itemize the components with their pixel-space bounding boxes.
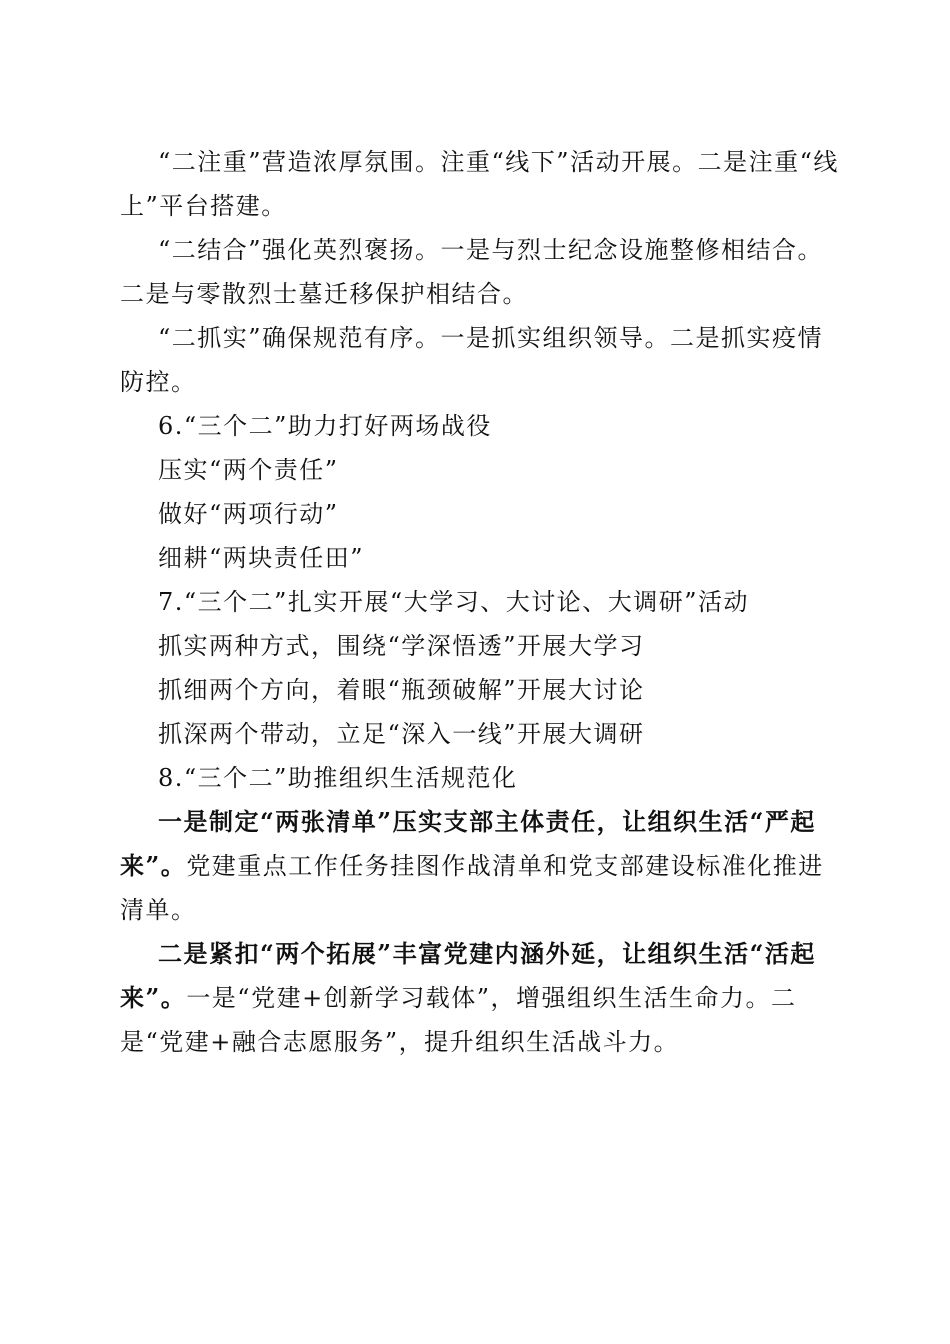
list-item-text: 压实“两个责任”	[158, 456, 339, 484]
paragraph-text: 党建重点工作任务挂图作战清单和党支部建设标准化推进清单。	[120, 852, 824, 924]
list-item	[120, 536, 840, 580]
heading-text: 7.“三个二”扎实开展“大学习、大讨论、大调研”活动	[158, 588, 749, 616]
heading-text: 6.“三个二”助力打好两场战役	[158, 412, 492, 440]
list-item	[120, 492, 840, 536]
list-item-text: 抓细两个方向，着眼“瓶颈破解”开展大讨论	[158, 676, 645, 704]
heading-6	[120, 404, 840, 448]
document-page	[120, 140, 840, 1064]
paragraph-lead: 二是紧扣“两个拓展”丰富党建内涵外延，让组织生活“活起来”。	[120, 939, 816, 1012]
paragraph-text: 一是“党建+创新学习载体”，增强组织生活生命力。二是“党建+融合志愿服务”，提升组织生活战斗力。	[120, 984, 797, 1056]
paragraph-text: “二注重”营造浓厚氛围。注重“线下”活动开展。二是注重“线上”平台搭建。	[120, 148, 839, 220]
list-item	[120, 712, 840, 756]
list-item-text: 抓实两种方式，围绕“学深悟透”开展大学习	[158, 632, 645, 660]
list-item	[120, 624, 840, 668]
list-item-text: 细耕“两块责任田”	[158, 544, 365, 572]
heading-8	[120, 756, 840, 800]
heading-text: 8.“三个二”助推组织生活规范化	[158, 764, 518, 792]
heading-7	[120, 580, 840, 624]
list-item	[120, 668, 840, 712]
paragraph-two-combination	[120, 228, 840, 316]
paragraph-two-emphasis	[120, 140, 840, 228]
paragraph-text: “二抓实”确保规范有序。一是抓实组织领导。二是抓实疫情防控。	[120, 324, 824, 396]
paragraph-lead: 一是制定“两张清单”压实支部主体责任，让组织生活“严起来”。	[120, 807, 816, 880]
paragraph-two-extensions	[120, 932, 840, 1064]
list-item-text: 抓深两个带动，立足“深入一线”开展大调研	[158, 720, 645, 748]
list-item	[120, 448, 840, 492]
paragraph-text: “二结合”强化英烈褒扬。一是与烈士纪念设施整修相结合。二是与零散烈士墓迁移保护相结合。	[120, 236, 824, 308]
paragraph-two-lists	[120, 800, 840, 932]
paragraph-two-implement	[120, 316, 840, 404]
list-item-text: 做好“两项行动”	[158, 500, 339, 528]
